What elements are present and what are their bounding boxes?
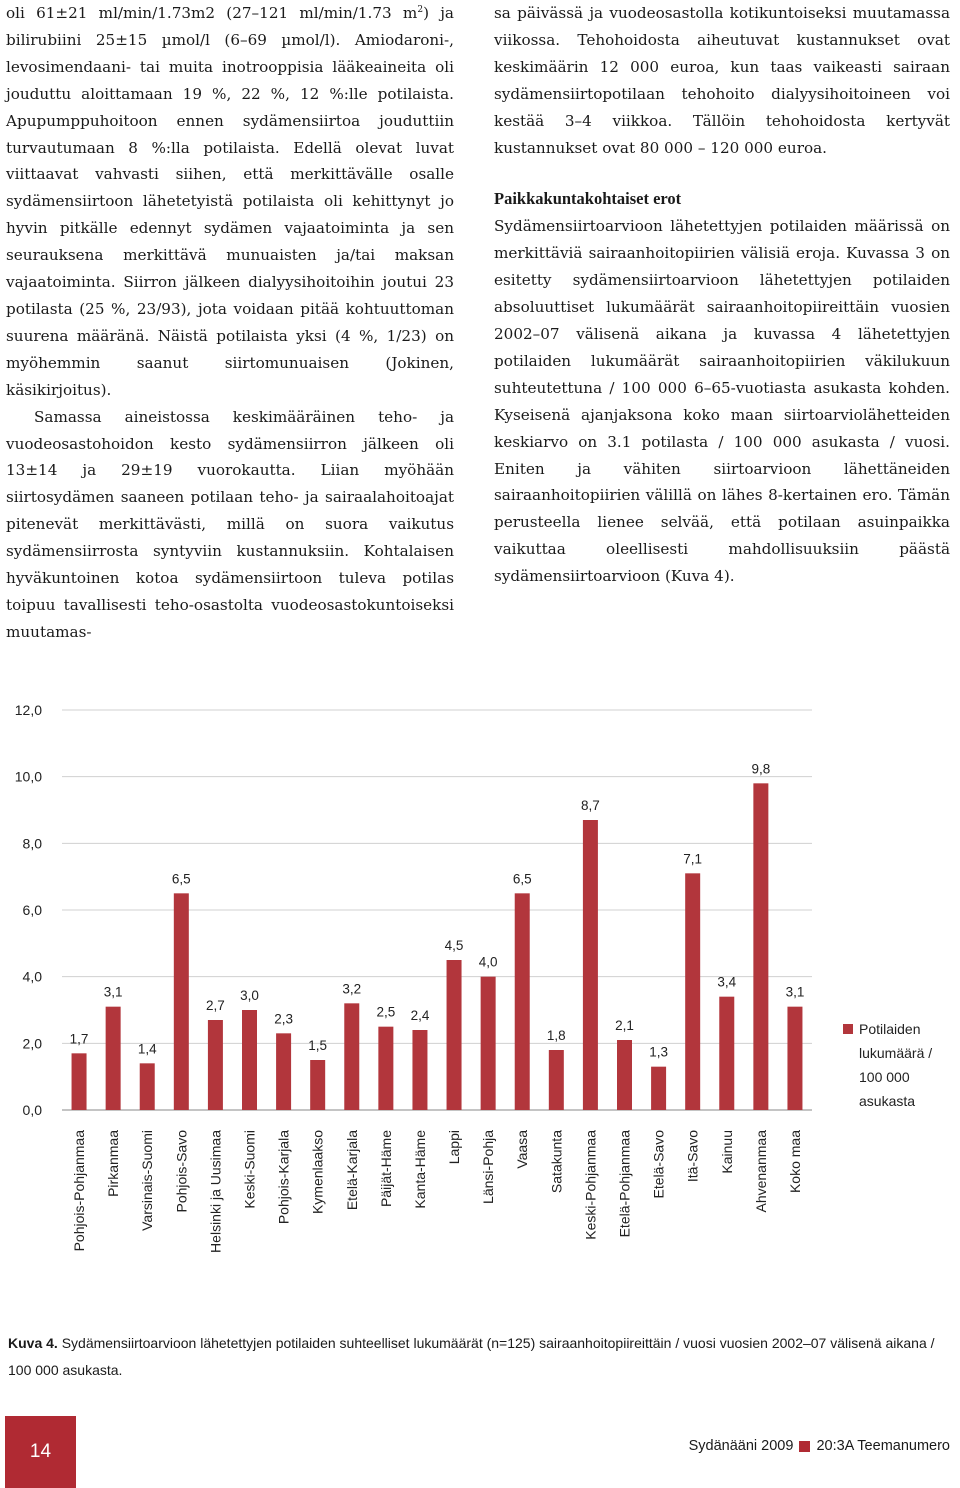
category-label: Päijät-Häme bbox=[377, 1130, 394, 1208]
category-label: Etelä-Pohjanmaa bbox=[616, 1130, 633, 1238]
bar bbox=[208, 1020, 223, 1110]
bar bbox=[106, 1007, 121, 1110]
legend-label: 100 000 bbox=[859, 1069, 910, 1085]
value-label: 3,1 bbox=[103, 984, 123, 1000]
bar bbox=[242, 1010, 257, 1110]
bar bbox=[549, 1050, 564, 1110]
page-number-text: 14 bbox=[29, 1441, 52, 1462]
issue-name: 20:3A Teemanumero bbox=[816, 1438, 950, 1454]
bar bbox=[481, 977, 496, 1110]
bar bbox=[344, 1003, 359, 1110]
y-tick-label: 8,0 bbox=[22, 835, 42, 852]
category-label: Pirkanmaa bbox=[105, 1130, 122, 1197]
value-label: 1,7 bbox=[69, 1031, 89, 1047]
value-label: 9,8 bbox=[751, 761, 771, 777]
bar-chart bbox=[0, 680, 960, 1280]
value-label: 2,5 bbox=[376, 1004, 396, 1020]
value-label: 2,3 bbox=[274, 1011, 293, 1027]
legend-label: Potilaiden bbox=[859, 1021, 921, 1037]
legend-label: lukumäärä / bbox=[859, 1045, 933, 1061]
category-label: Pohjois-Karjala bbox=[275, 1130, 292, 1225]
value-label: 2,7 bbox=[206, 998, 225, 1013]
value-label: 7,1 bbox=[683, 851, 703, 867]
value-label: 6,5 bbox=[171, 871, 191, 887]
category-label: Vaasa bbox=[514, 1130, 531, 1169]
category-label: Satakunta bbox=[548, 1130, 565, 1194]
page-number bbox=[5, 1416, 76, 1488]
bar bbox=[617, 1040, 632, 1110]
bar bbox=[753, 783, 768, 1110]
category-label: Varsinais-Suomi bbox=[139, 1130, 156, 1231]
bar bbox=[174, 893, 189, 1110]
footer-square-icon bbox=[799, 1441, 810, 1452]
value-label: 3,2 bbox=[342, 981, 362, 997]
publication-name: Sydänääni 2009 bbox=[688, 1438, 794, 1454]
bar bbox=[787, 1007, 802, 1110]
category-label: Kainuu bbox=[718, 1130, 735, 1174]
bar bbox=[651, 1067, 666, 1110]
figure-caption bbox=[8, 1330, 948, 1384]
category-label: Ahvenanmaa bbox=[752, 1130, 769, 1213]
caption-text: Sydämensiirtoarvioon lähetettyjen potilaiden suhteelliset lukumäärät (n=125) sairaanhoitopiireittäin / vuosi vuosien 2002–07 välisenä aikana / 100 000 asukasta. bbox=[8, 1335, 935, 1378]
value-label: 1,5 bbox=[308, 1038, 328, 1053]
value-label: 1,8 bbox=[546, 1028, 566, 1043]
bar bbox=[72, 1053, 87, 1110]
left-paragraph-1: oli 61±21 ml/min/1.73m2 (27–121 ml/min/1.73 $m^2$) ja bilirubiini 25±15 µmol/l (6–69 µmol/l). Amiodaroni-, levosimendaani- tai muita inotrooppisia lääkeaineita oli jouduttu aloittamaan 19 %, 22 %, 12 %:lle potilaista. Apupumppuhoitoon ennen sydämensiirtoa jouduttiin turvautumaan 8 %:lla potilaista. Edellä olevat luvat viittaavat vahvasti siihen, että merkittävälle osalle sydämensiirtoon lähetetyistä potilaista oli kehittynyt jo hyvin pitkälle edennyt sydämen vajaatoiminta ja sen seurauksena merkittävä munuaisten ja/tai maksan vajaatoiminta. Siirron jälkeen dialyysihoitoihin joutui 23 potilasta (25 %, 23/93), jota voidaan pitää kohtuuttoman suurena määränä. Näistä potilaista yksi (4 %, 1/23) on myöhemmin saanut siirtomunuaisen (Jokinen, käsikirjoitus). bbox=[6, 4, 454, 399]
value-label: 2,4 bbox=[410, 1008, 430, 1023]
section-heading: Paikkakuntakohtaiset erot bbox=[494, 189, 682, 209]
legend-label: asukasta bbox=[859, 1093, 916, 1109]
right-paragraph-1: sa päivässä ja vuodeosastolla kotikuntoiseksi muutamassa viikossa. Tehohoidosta aiheutuvat kustannukset ovat keskimäärin 12 000 euroa, kun taas vaikeasti sairaan sydämensiirtopotilaan tehohoito dialyysihoitoineen voi kestää 3–4 viikkoa. Tällöin tehohoidosta kertyvät kustannukset ovat 80 000 – 120 000 euroa. bbox=[494, 4, 950, 157]
left-column bbox=[6, 0, 454, 646]
caption-label: Kuva 4. bbox=[8, 1335, 58, 1351]
y-tick-label: 2,0 bbox=[22, 1035, 42, 1052]
y-tick-label: 4,0 bbox=[22, 968, 42, 985]
legend-swatch bbox=[843, 1024, 853, 1034]
value-label: 4,5 bbox=[444, 938, 464, 953]
value-label: 3,4 bbox=[717, 974, 737, 990]
right-column bbox=[494, 0, 950, 590]
category-label: Keski-Suomi bbox=[241, 1130, 258, 1209]
y-tick-label: 6,0 bbox=[22, 902, 42, 918]
category-label: Etelä-Karjala bbox=[343, 1130, 360, 1211]
bar bbox=[447, 960, 462, 1110]
footer bbox=[689, 1438, 950, 1454]
value-label: 8,7 bbox=[581, 798, 600, 813]
value-label: 1,4 bbox=[137, 1041, 157, 1057]
category-label: Lappi bbox=[446, 1130, 463, 1165]
value-label: 3,0 bbox=[240, 988, 259, 1003]
category-label: Kymenlaakso bbox=[309, 1130, 326, 1215]
category-label: Kanta-Häme bbox=[411, 1130, 428, 1209]
category-label: Pohjois-Savo bbox=[173, 1130, 190, 1213]
value-label: 4,0 bbox=[478, 954, 498, 970]
category-label: Pohjois-Pohjanmaa bbox=[71, 1130, 88, 1252]
bar bbox=[378, 1027, 393, 1110]
bar bbox=[412, 1030, 427, 1110]
value-label: 2,1 bbox=[615, 1018, 634, 1033]
bar bbox=[140, 1063, 155, 1110]
category-label: Länsi-Pohja bbox=[480, 1130, 497, 1204]
category-label: Helsinki ja Uusimaa bbox=[207, 1130, 224, 1253]
bar bbox=[719, 997, 734, 1110]
bar bbox=[276, 1033, 291, 1110]
bar bbox=[583, 820, 598, 1110]
y-tick-label: 10,0 bbox=[14, 768, 42, 785]
category-label: Itä-Savo bbox=[684, 1130, 701, 1183]
bar bbox=[685, 873, 700, 1110]
value-label: 6,5 bbox=[512, 871, 532, 887]
value-label: 1,3 bbox=[649, 1044, 668, 1060]
bar bbox=[310, 1060, 325, 1110]
value-label: 3,1 bbox=[785, 984, 805, 1000]
category-label: Etelä-Savo bbox=[650, 1130, 667, 1199]
category-label: Koko maa bbox=[786, 1130, 803, 1194]
category-label: Keski-Pohjanmaa bbox=[582, 1130, 599, 1240]
left-paragraph-2: Samassa aineistossa keskimääräinen teho- ja vuodeosastohoidon kesto sydämensiirron jälkeen oli 13±14 ja 29±19 vuorokautta. Liian myöhään siirtosydämen saaneen potilaan teho- ja sairaalahoitoajat pitenevät merkittävästi, millä on suora vaikutus sydämensiirrosta syntyviin kustannuksiin. Kohtalaisen hyväkuntoinen kotoa sydämensiirtoon tuleva potilas toipuu tavallisesti teho-osastolta vuodeosastokuntoiseksi muutamas- bbox=[6, 407, 454, 641]
bar bbox=[515, 893, 530, 1110]
y-tick-label: 0,0 bbox=[22, 1102, 42, 1118]
y-tick-label: 12,0 bbox=[14, 702, 42, 718]
right-paragraph-2: Sydämensiirtoarvioon lähetettyjen potilaiden määrissä on merkittäviä sairaanhoitopiirien välisiä eroja. Kuvassa 3 on esitetty sydämensiirtoarvioon lähetettyjen potilaiden absoluuttiset lukumäärät sairaanhoitopiireittäin vuosien 2002–07 välisenä aikana ja kuvassa 4 lähetettyjen potilaiden lukumäärät sairaanhoitopiirien väkilukuun suhteutettuna / 100 000 6–65-vuotiasta asukasta kohden. Kyseisenä ajanjaksona koko maan siirtoarviolähetteiden keskiarvo on 3.1 potilasta / 100 000 asukasta / vuosi. Eniten ja vähiten siirtoarvioon lähettäneiden sairaanhoitopiirien välillä on lähes 8-kertainen ero. Tämän perusteella lienee selvää, että potilaan asuinpaikka vaikuttaa oleellisesti mahdollisuuksiin päästä sydämensiirtoarvioon (Kuva 4). bbox=[494, 217, 950, 586]
